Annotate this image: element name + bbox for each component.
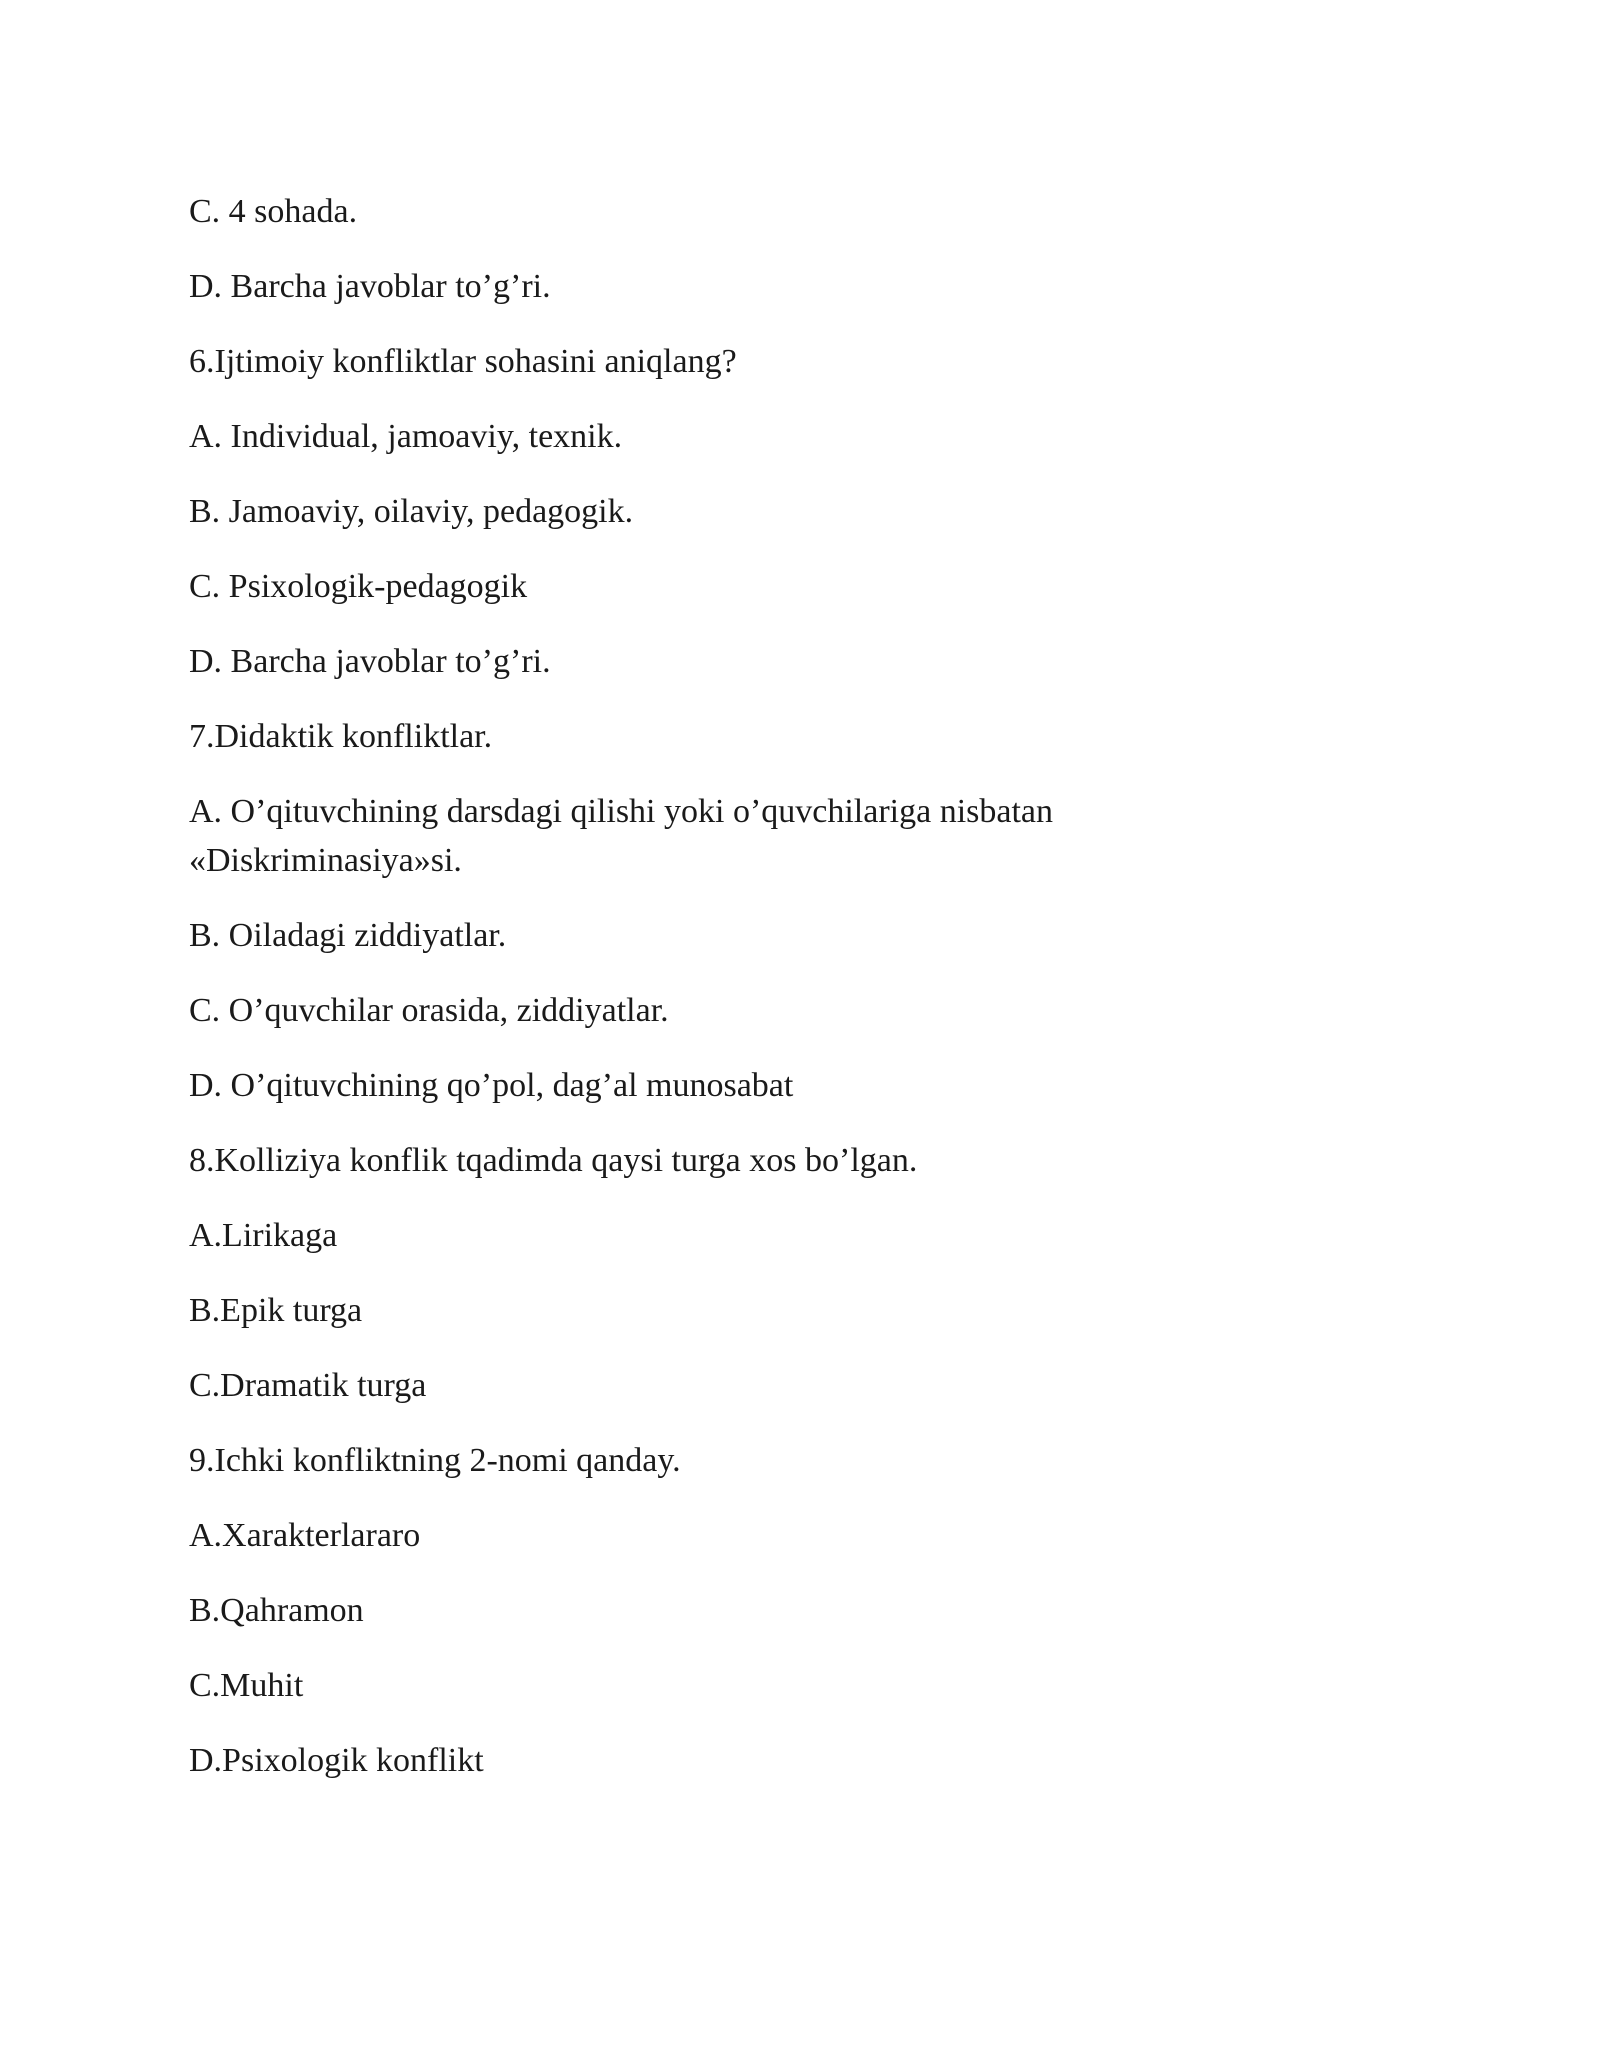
question-7: 7.Didaktik konfliktlar.: [189, 718, 493, 755]
answer-option-8a: A.Lirikaga: [189, 1217, 338, 1254]
answer-option-9a: A.Xarakterlararo: [189, 1517, 421, 1554]
answer-option-6c: C. Psixologik-pedagogik: [189, 568, 528, 605]
answer-option-8c: C.Dramatik turga: [189, 1367, 427, 1404]
answer-option-7a: A. O’qituvchining darsdagi qilishi yoki o’quvchilariga nisbatan «Diskriminasiya»si.: [189, 793, 1062, 879]
answer-option-5d: D. Barcha javoblar to’g’ri.: [189, 268, 551, 305]
answer-option-7c: C. O’quvchilar orasida, ziddiyatlar.: [189, 992, 669, 1029]
question-8: 8.Kolliziya konflik tqadimda qaysi turga xos bo’lgan.: [189, 1142, 918, 1179]
answer-option-9d: D.Psixologik konflikt: [189, 1742, 484, 1779]
answer-option-6d: D. Barcha javoblar to’g’ri.: [189, 643, 551, 680]
answer-option-5c: C. 4 sohada.: [189, 193, 358, 230]
answer-option-9c: C.Muhit: [189, 1667, 304, 1704]
answer-option-6a: A. Individual, jamoaviy, texnik.: [189, 418, 623, 455]
answer-option-6b: B. Jamoaviy, oilaviy, pedagogik.: [189, 493, 634, 530]
question-6: 6.Ijtimoiy konfliktlar sohasini aniqlang?: [189, 343, 737, 380]
answer-option-9b: B.Qahramon: [189, 1592, 364, 1629]
answer-option-7d: D. O’qituvchining qo’pol, dag’al munosabat: [189, 1067, 794, 1104]
document-body: [189, 187, 1429, 1811]
answer-option-8b: B.Epik turga: [189, 1292, 363, 1329]
answer-option-7b: B. Oiladagi ziddiyatlar.: [189, 917, 507, 954]
question-9: 9.Ichki konfliktning 2-nomi qanday.: [189, 1442, 681, 1479]
